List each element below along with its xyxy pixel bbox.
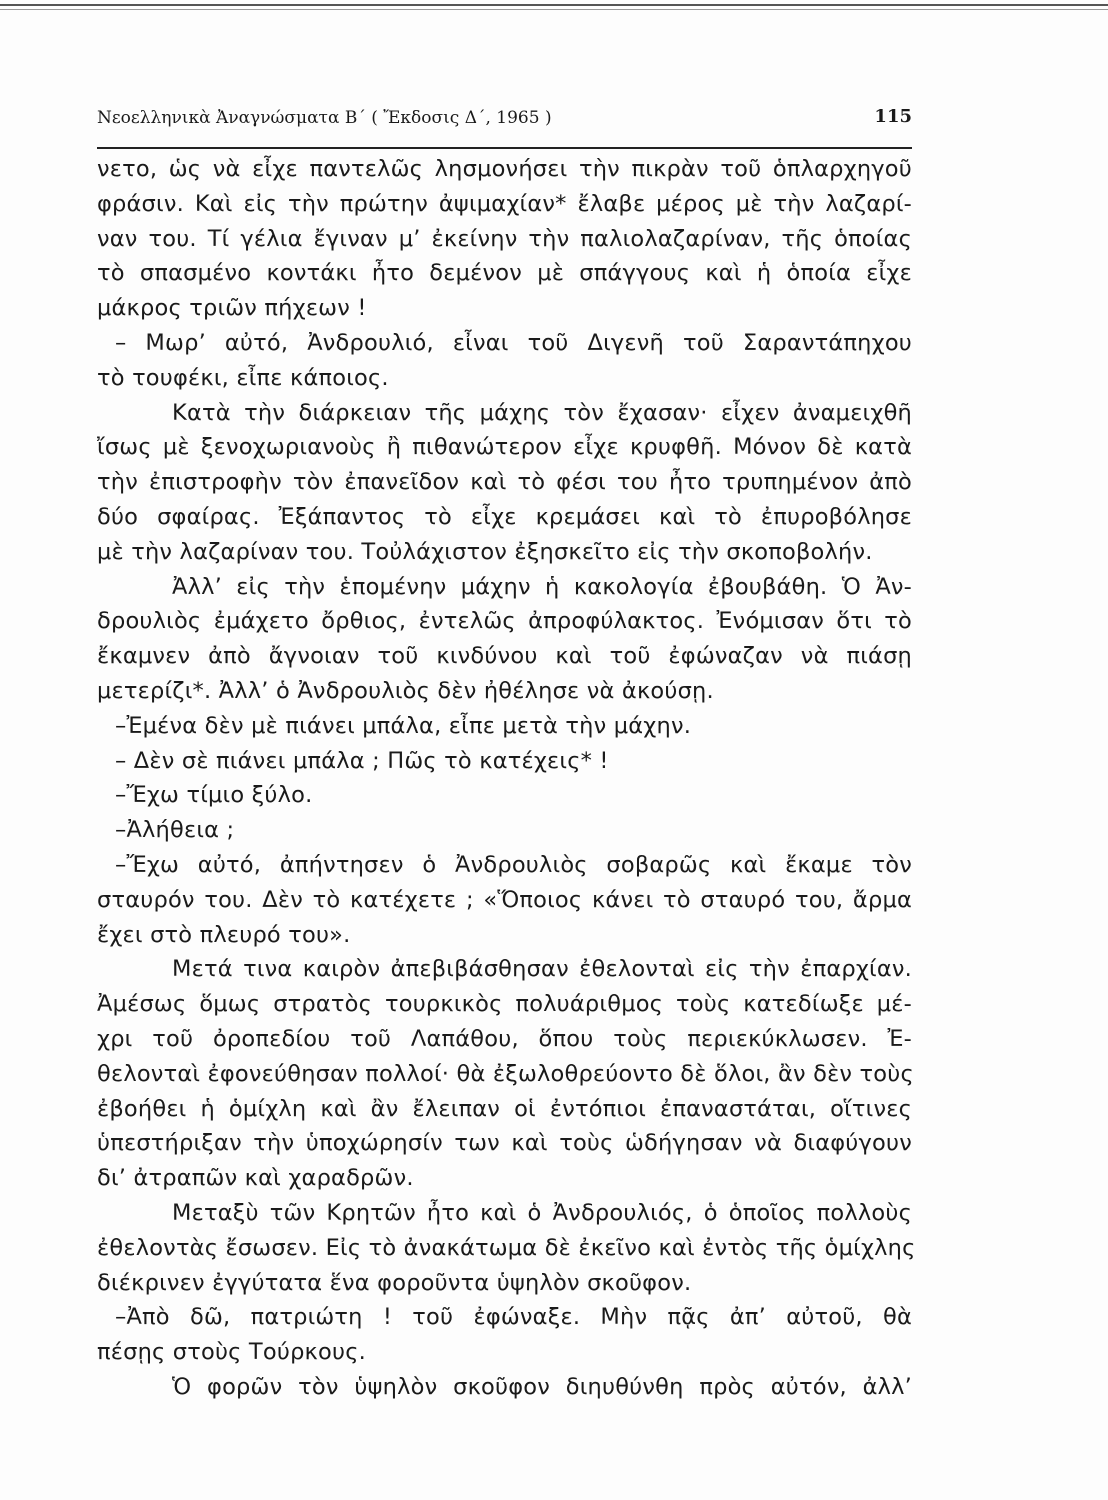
- text-line: – Μωρ’ αὐτό, Ἀνδρουλιό, εἶναι τοῦ Διγενῆ τοῦ Σαραντάπηχου: [115, 329, 912, 356]
- text-line: σταυρόν του. Δὲν τὸ κατέχετε ; «Ὅποιος κάνει τὸ σταυρό του, ἄρμα: [97, 886, 912, 913]
- running-header-title: Νεοελληνικὰ Ἀναγνώσματα Β΄ ( Ἔκδοσις Δ΄, 1965 ): [97, 108, 552, 128]
- text-line: ἔχει στὸ πλευρό του».: [97, 921, 351, 948]
- text-line: –Ἔχω τίμιο ξύλο.: [115, 782, 313, 809]
- text-line: δι’ ἀτραπῶν καὶ χαραδρῶν.: [97, 1165, 414, 1192]
- text-line: τὸ τουφέκι, εἶπε κάποιος.: [97, 364, 389, 391]
- text-line: φράσιν. Καὶ εἰς τὴν πρώτην ἀψιμαχίαν* ἔλαβε μέρος μὲ τὴν λαζαρί-: [97, 190, 912, 217]
- text-line: Ἀμέσως ὅμως στρατὸς τουρκικὸς πολυάριθμος τοὺς κατεδίωξε μέ-: [97, 991, 912, 1018]
- text-line: νετο, ὡς νὰ εἶχε παντελῶς λησμονήσει τὴν πικρὰν τοῦ ὁπλαρχηγοῦ: [97, 156, 912, 182]
- page-number: 115: [874, 106, 912, 127]
- text-line: δύο σφαίρας. Ἐξάπαντος τὸ εἶχε κρεμάσει καὶ τὸ ἐπυροβόλησε: [97, 503, 912, 530]
- text-line: – Δὲν σὲ πιάνει μπάλα ; Πῶς τὸ κατέχεις* !: [115, 747, 609, 774]
- text-line: ἐθελοντὰς ἔσωσεν. Εἰς τὸ ἀνακάτωμα δὲ ἐκεῖνο καὶ ἐντὸς τῆς ὁμίχλης: [97, 1234, 916, 1261]
- header-rule: [97, 147, 912, 149]
- text-line: τὴν ἐπιστροφὴν τὸν ἐπανεῖδον καὶ τὸ φέσι του ἦτο τρυπημένον ἀπὸ: [97, 469, 912, 496]
- scan-border-top-inner: [0, 9, 1108, 10]
- text-line: Μετά τινα καιρὸν ἀπεβιβάσθησαν ἐθελονταὶ εἰς τὴν ἐπαρχίαν.: [172, 956, 912, 983]
- text-line: δρουλιὸς ἐμάχετο ὄρθιος, ἐντελῶς ἀπροφύλακτος. Ἐνόμισαν ὅτι τὸ: [97, 608, 912, 635]
- text-line: πέσῃς στοὺς Τούρκους.: [97, 1339, 366, 1366]
- text-line: –Ἐμένα δὲν μὲ πιάνει μπάλα, εἶπε μετὰ τὴν μάχην.: [115, 712, 692, 739]
- running-header: [97, 104, 912, 134]
- text-line: χρι τοῦ ὀροπεδίου τοῦ Λαπάθου, ὅπου τοὺς περιεκύκλωσεν. Ἐ-: [97, 1025, 912, 1052]
- text-line: ἔκαμνεν ἀπὸ ἄγνοιαν τοῦ κινδύνου καὶ τοῦ ἐφώναζαν νὰ πιάσῃ: [97, 643, 912, 670]
- text-line: θελονταὶ ἐφονεύθησαν πολλοί· θὰ ἐξωλοθρεύοντο δὲ ὅλοι, ἂν δὲν τοὺς: [97, 1060, 914, 1087]
- text-line: ὑπεστήριξαν τὴν ὑποχώρησίν των καὶ τοὺς ὡδήγησαν νὰ διαφύγουν: [97, 1130, 912, 1157]
- text-line: –Ἀλήθεια ;: [115, 817, 235, 844]
- text-line: μετερίζι*. Ἀλλ’ ὁ Ἀνδρουλιὸς δὲν ἠθέλησε νὰ ἀκούσῃ.: [97, 677, 714, 704]
- text-line: μὲ τὴν λαζαρίναν του. Τοὐλάχιστον ἐξησκεῖτο εἰς τὴν σκοποβολήν.: [97, 538, 873, 565]
- text-line: –Ἔχω αὐτό, ἀπήντησεν ὁ Ἀνδρουλιὸς σοβαρῶς καὶ ἔκαμε τὸν: [115, 851, 912, 878]
- page-body-text: [97, 152, 916, 1405]
- text-line: Ὁ φορῶν τὸν ὑψηλὸν σκοῦφον διηυθύνθη πρὸς αὐτόν, ἀλλ’: [172, 1373, 912, 1400]
- text-line: Μεταξὺ τῶν Κρητῶν ἦτο καὶ ὁ Ἀνδρουλιός, ὁ ὁποῖος πολλοὺς: [172, 1199, 912, 1226]
- text-line: τὸ σπασμένο κοντάκι ἦτο δεμένον μὲ σπάγγους καὶ ἡ ὁποία εἶχε: [97, 260, 912, 287]
- scan-border-top: [0, 4, 1108, 6]
- text-line: Κατὰ τὴν διάρκειαν τῆς μάχης τὸν ἔχασαν· εἶχεν ἀναμειχθῆ: [172, 399, 912, 426]
- text-line: μάκρος τριῶν πήχεων !: [97, 295, 367, 322]
- text-line: ἐβοήθει ἡ ὁμίχλη καὶ ἂν ἔλειπαν οἱ ἐντόπιοι ἐπαναστάται, οἵτινες: [97, 1095, 912, 1122]
- text-line: ἴσως μὲ ξενοχωριανοὺς ἢ πιθανώτερον εἶχε κρυφθῆ. Μόνον δὲ κατὰ: [97, 434, 912, 461]
- text-line: διέκρινεν ἐγγύτατα ἕνα φοροῦντα ὑψηλὸν σκοῦφον.: [97, 1269, 692, 1296]
- text-line: –Ἀπὸ δῶ, πατριώτη ! τοῦ ἐφώναξε. Μὴν πᾷς ἀπ’ αὐτοῦ, θὰ: [115, 1304, 912, 1331]
- text-line: ναν του. Τί γέλια ἔγιναν μ’ ἐκείνην τὴν παλιολαζαρίναν, τῆς ὁποίας: [97, 225, 912, 252]
- text-line: Ἀλλ’ εἰς τὴν ἑπομένην μάχην ἡ κακολογία ἐβουβάθη. Ὁ Ἀν-: [172, 573, 912, 600]
